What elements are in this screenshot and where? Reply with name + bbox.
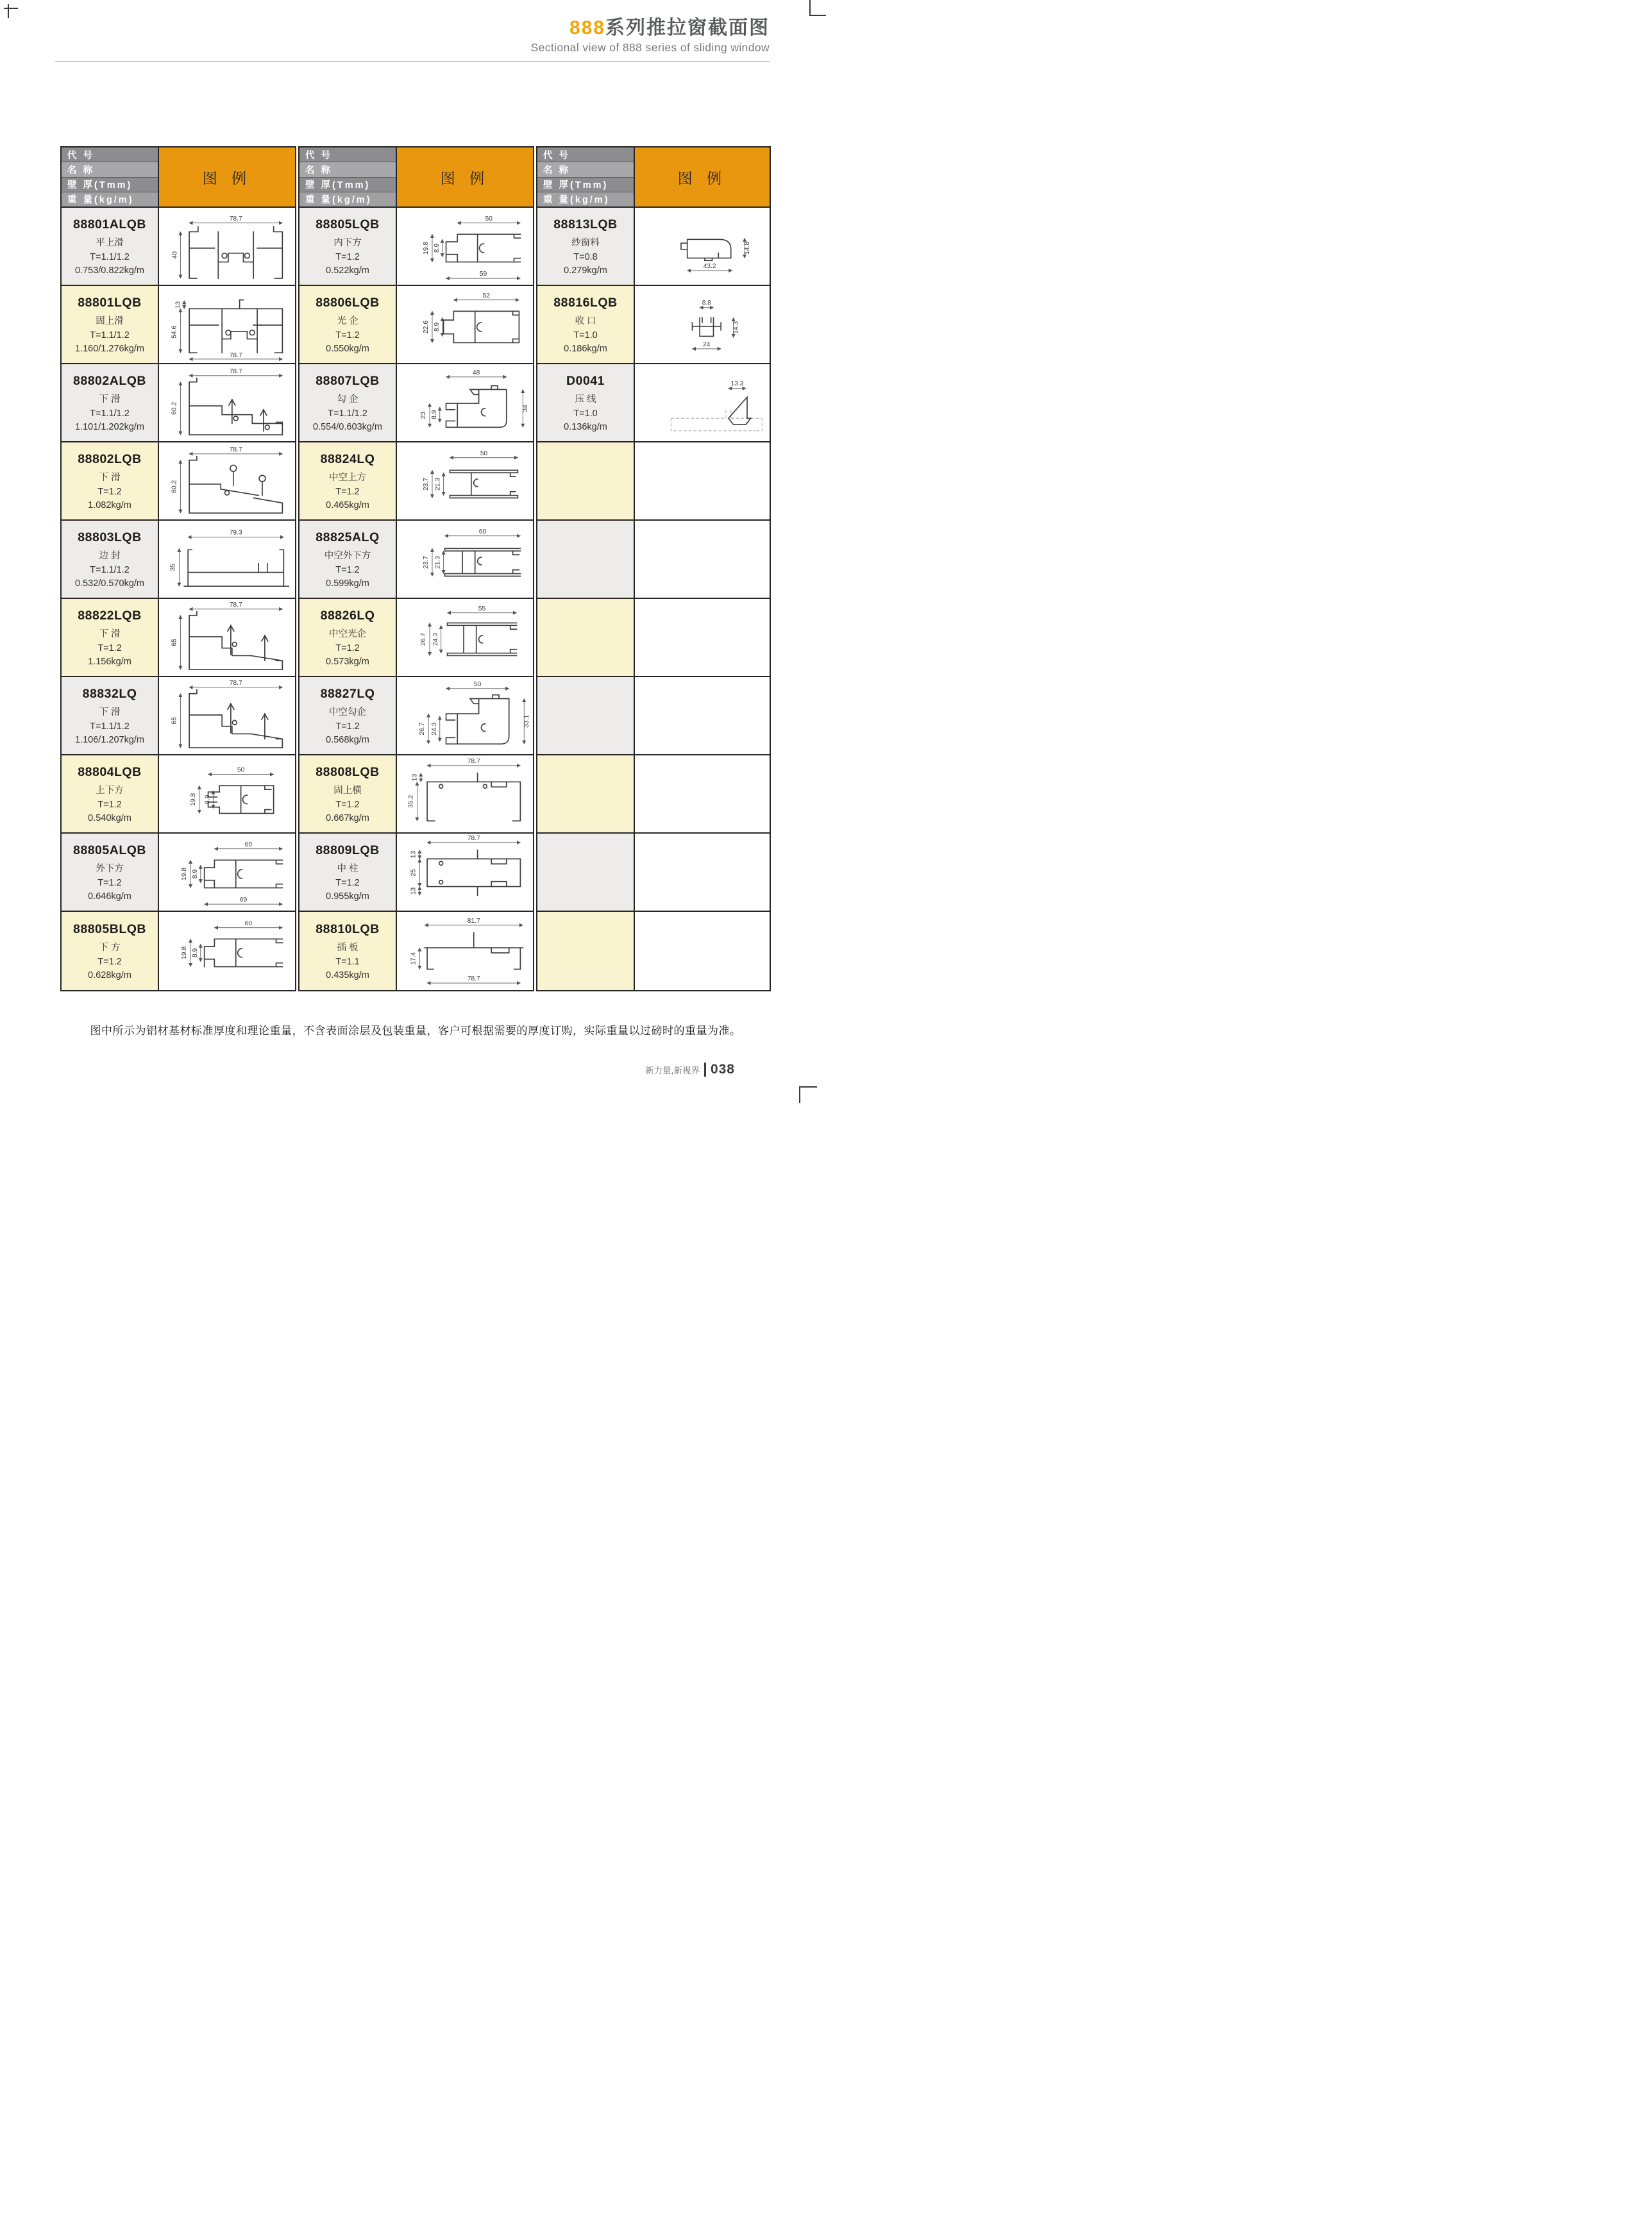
svg-text:25: 25	[410, 869, 417, 877]
svg-text:78.7: 78.7	[229, 367, 242, 375]
profile-info: 88809LQB 中 柱 T=1.2 0.955kg/m	[299, 834, 397, 911]
section-drawing	[635, 208, 770, 285]
svg-text:8.9: 8.9	[430, 410, 438, 419]
svg-text:8.9: 8.9	[204, 795, 212, 804]
section-drawing	[159, 834, 295, 911]
svg-text:8.9: 8.9	[433, 322, 441, 332]
section-drawing	[635, 286, 770, 363]
table-row	[62, 599, 295, 677]
section-drawing	[159, 521, 295, 598]
svg-text:33.1: 33.1	[523, 714, 531, 728]
section-drawing	[635, 364, 770, 441]
svg-text:78.7: 78.7	[229, 352, 242, 360]
profile-figure-empty	[635, 912, 770, 990]
section-drawing	[159, 755, 295, 832]
profile-figure-empty	[635, 521, 770, 598]
profile-info-empty	[537, 755, 635, 832]
page-footer	[645, 1062, 735, 1077]
title-series-number: 888	[569, 17, 605, 38]
profile-figure	[635, 286, 770, 363]
header-legend: 图 例	[397, 147, 533, 206]
profile-figure-empty	[635, 834, 770, 911]
section-drawing	[397, 834, 533, 911]
profile-figure	[397, 521, 533, 598]
section-drawing	[397, 364, 533, 441]
table-header	[299, 147, 533, 208]
profile-info: 88807LQB 勾 企 T=1.1/1.2 0.554/0.603kg/m	[299, 364, 397, 441]
profile-figure	[159, 834, 295, 911]
crop-mark-top-left-v	[8, 4, 9, 18]
svg-text:13.3: 13.3	[730, 380, 744, 387]
svg-text:50: 50	[473, 680, 482, 688]
table-row	[537, 521, 770, 599]
profile-table-column-1	[60, 146, 296, 991]
section-drawing	[159, 599, 295, 676]
profile-figure	[159, 208, 295, 285]
catalog-page	[0, 0, 826, 1110]
profile-info: 88806LQB 光 企 T=1.2 0.550kg/m	[299, 286, 397, 363]
svg-text:35: 35	[169, 564, 177, 571]
section-drawing	[397, 677, 533, 754]
svg-text:60: 60	[244, 841, 253, 848]
section-drawing	[397, 442, 533, 519]
svg-text:78.7: 78.7	[467, 757, 480, 765]
header-thickness: 壁 厚(Tmm)	[62, 177, 158, 192]
table-row	[62, 521, 295, 599]
profile-table-column-3	[536, 146, 771, 991]
section-drawing	[159, 442, 295, 519]
svg-text:21.3: 21.3	[434, 555, 442, 569]
svg-text:19.8: 19.8	[189, 793, 197, 806]
svg-text:78.7: 78.7	[467, 834, 480, 842]
profile-figure	[159, 912, 295, 990]
svg-text:60.2: 60.2	[171, 401, 178, 415]
profile-figure	[397, 286, 533, 363]
svg-text:8.9: 8.9	[433, 243, 441, 253]
profile-info: 88808LQB 固上横 T=1.2 0.667kg/m	[299, 755, 397, 832]
table-row	[299, 912, 533, 990]
svg-text:23.7: 23.7	[423, 477, 430, 491]
profile-info: 88801ALQB 平上滑 T=1.1/1.2 0.753/0.822kg/m	[62, 208, 159, 285]
table-row	[299, 599, 533, 677]
svg-text:24.3: 24.3	[432, 632, 439, 646]
table-header-labels	[299, 147, 397, 206]
table-row	[537, 286, 770, 364]
svg-text:78.7: 78.7	[229, 601, 242, 609]
header-name: 名 称	[537, 162, 634, 176]
header-thickness: 壁 厚(Tmm)	[537, 177, 634, 192]
section-drawing	[397, 912, 533, 990]
title-main-text: 系列推拉窗截面图	[605, 17, 770, 38]
svg-text:34: 34	[522, 405, 530, 412]
crop-mark-top-left	[4, 8, 18, 9]
svg-text:13: 13	[410, 850, 417, 859]
svg-text:79.3: 79.3	[229, 529, 242, 537]
svg-text:8.9: 8.9	[191, 948, 199, 958]
profile-figure	[397, 208, 533, 285]
profile-figure	[159, 599, 295, 676]
table-row	[537, 834, 770, 912]
profile-info: 88827LQ 中空勾企 T=1.2 0.568kg/m	[299, 677, 397, 754]
section-drawing	[159, 912, 295, 990]
profile-info-empty	[537, 834, 635, 911]
table-row	[62, 442, 295, 521]
page-number: 038	[710, 1062, 735, 1077]
section-drawing	[159, 286, 295, 363]
svg-text:69: 69	[239, 896, 248, 904]
profile-info-empty	[537, 442, 635, 519]
page-title	[55, 17, 770, 40]
svg-text:78.7: 78.7	[229, 446, 242, 453]
header-legend: 图 例	[635, 147, 770, 206]
svg-text:50: 50	[237, 766, 245, 774]
header-weight: 重 量(kg/m)	[62, 192, 158, 206]
svg-text:24.3: 24.3	[430, 722, 438, 736]
table-row	[537, 677, 770, 755]
svg-text:43.2: 43.2	[703, 263, 716, 271]
section-drawing	[397, 521, 533, 598]
profile-info: 88810LQB 插 板 T=1.1 0.435kg/m	[299, 912, 397, 990]
svg-text:24: 24	[703, 341, 711, 349]
svg-text:40: 40	[171, 251, 179, 259]
svg-text:65: 65	[171, 639, 178, 646]
svg-text:60.2: 60.2	[171, 480, 178, 493]
table-row	[537, 599, 770, 677]
header-name: 名 称	[62, 162, 158, 176]
svg-text:14.8: 14.8	[743, 242, 751, 255]
svg-text:35.2: 35.2	[407, 795, 415, 808]
table-row	[299, 677, 533, 755]
table-row	[62, 364, 295, 442]
svg-text:50: 50	[485, 215, 493, 223]
section-drawing	[397, 208, 533, 285]
table-header	[537, 147, 770, 208]
table-header-labels	[537, 147, 635, 206]
section-drawing	[397, 599, 533, 676]
svg-text:60: 60	[478, 528, 487, 535]
table-row	[537, 364, 770, 442]
table-row	[62, 677, 295, 755]
profile-figure-empty	[635, 599, 770, 676]
profile-info: 88805LQB 内下方 T=1.2 0.522kg/m	[299, 208, 397, 285]
header-weight: 重 量(kg/m)	[299, 192, 396, 206]
profile-info: 88816LQB 收 口 T=1.0 0.186kg/m	[537, 286, 635, 363]
svg-text:60: 60	[244, 920, 253, 927]
profile-info: 88824LQ 中空上方 T=1.2 0.465kg/m	[299, 442, 397, 519]
svg-text:59: 59	[479, 271, 487, 278]
profile-figure	[397, 755, 533, 832]
profile-figure-empty	[635, 677, 770, 754]
svg-text:8.8: 8.8	[702, 299, 711, 307]
table-row	[62, 912, 295, 990]
svg-text:81.7: 81.7	[467, 917, 480, 925]
svg-text:19.8: 19.8	[181, 867, 189, 880]
page-subtitle: Sectional view of 888 series of sliding window	[530, 41, 770, 54]
svg-text:13: 13	[174, 301, 182, 309]
profile-figure	[397, 442, 533, 519]
profile-info: 88826LQ 中空光企 T=1.2 0.573kg/m	[299, 599, 397, 676]
header-code: 代 号	[299, 147, 396, 162]
profile-figure	[635, 208, 770, 285]
table-row	[537, 755, 770, 834]
profile-figure	[159, 364, 295, 441]
profile-info: D0041 压 线 T=1.0 0.136kg/m	[537, 364, 635, 441]
svg-text:19.8: 19.8	[423, 241, 430, 255]
svg-text:21.3: 21.3	[434, 477, 442, 491]
profile-info-empty	[537, 599, 635, 676]
profile-figure	[159, 755, 295, 832]
profile-info: 88832LQ 下 滑 T=1.1/1.2 1.106/1.207kg/m	[62, 677, 159, 754]
table-row	[299, 521, 533, 599]
svg-text:48: 48	[472, 369, 480, 376]
table-header	[62, 147, 295, 208]
header-weight: 重 量(kg/m)	[537, 192, 634, 206]
svg-text:8.9: 8.9	[191, 869, 199, 879]
profile-figure	[159, 442, 295, 519]
table-row	[299, 286, 533, 364]
svg-text:54.6: 54.6	[171, 325, 178, 339]
profile-info: 88804LQB 上下方 T=1.2 0.540kg/m	[62, 755, 159, 832]
profile-info: 88805ALQB 外下方 T=1.2 0.646kg/m	[62, 834, 159, 911]
svg-text:65: 65	[171, 717, 178, 725]
crop-mark-top-right-v	[809, 0, 811, 15]
table-row	[299, 208, 533, 286]
profile-info: 88801LQB 固上滑 T=1.1/1.2 1.160/1.276kg/m	[62, 286, 159, 363]
header-code: 代 号	[62, 147, 158, 162]
footer-brand: 新力量,新视界	[645, 1066, 700, 1075]
section-drawing	[159, 208, 295, 285]
profile-figure	[159, 677, 295, 754]
profile-info: 88805BLQB 下 方 T=1.2 0.628kg/m	[62, 912, 159, 990]
profile-info: 88802LQB 下 滑 T=1.2 1.082kg/m	[62, 442, 159, 519]
profile-figure	[397, 912, 533, 990]
table-row	[299, 442, 533, 521]
table-header-labels	[62, 147, 159, 206]
table-row	[62, 834, 295, 912]
svg-text:50: 50	[480, 450, 488, 457]
profile-figure	[397, 834, 533, 911]
table-row	[62, 755, 295, 834]
header-thickness: 壁 厚(Tmm)	[299, 177, 396, 192]
svg-text:26.7: 26.7	[420, 632, 428, 646]
svg-text:22.6: 22.6	[423, 320, 430, 333]
table-row	[299, 755, 533, 834]
svg-text:78.7: 78.7	[467, 975, 480, 983]
profile-info: 88822LQB 下 滑 T=1.2 1.156kg/m	[62, 599, 159, 676]
header-name: 名 称	[299, 162, 396, 176]
svg-text:14.3: 14.3	[732, 321, 740, 334]
profile-info: 88813LQB 纱窗料 T=0.8 0.279kg/m	[537, 208, 635, 285]
profile-figure	[397, 677, 533, 754]
profile-info-empty	[537, 912, 635, 990]
header-divider	[55, 61, 770, 62]
svg-text:23.7: 23.7	[423, 555, 430, 569]
profile-figure	[159, 521, 295, 598]
profile-figure-empty	[635, 442, 770, 519]
profile-info-empty	[537, 521, 635, 598]
svg-text:13: 13	[411, 773, 419, 782]
table-row	[299, 364, 533, 442]
profile-figure	[635, 364, 770, 441]
profile-figure	[397, 599, 533, 676]
section-drawing	[397, 755, 533, 832]
profile-figure	[159, 286, 295, 363]
section-drawing	[397, 286, 533, 363]
svg-text:78.7: 78.7	[229, 679, 242, 687]
svg-text:17.4: 17.4	[410, 952, 417, 965]
svg-text:19.8: 19.8	[181, 946, 189, 959]
header-code: 代 号	[537, 147, 634, 162]
crop-mark-bottom-right-v	[799, 1086, 800, 1103]
crop-mark-bottom-right	[799, 1086, 817, 1088]
table-row	[537, 442, 770, 521]
page-header	[55, 17, 770, 62]
svg-text:13: 13	[410, 887, 417, 895]
svg-text:26.7: 26.7	[419, 722, 426, 736]
header-legend: 图 例	[159, 147, 295, 206]
profile-info-empty	[537, 677, 635, 754]
table-row	[537, 208, 770, 286]
profile-figure-empty	[635, 755, 770, 832]
footer-divider-bar	[704, 1063, 706, 1077]
footer-note: 图中所示为铝材基材标准厚度和理论重量，不含表面涂层及包装重量，客户可根据需要的厚度订购，实际重量以过磅时的重量为准。	[90, 1025, 741, 1037]
section-drawing	[159, 364, 295, 441]
svg-text:55: 55	[478, 605, 486, 612]
svg-text:78.7: 78.7	[229, 215, 242, 223]
section-drawing	[159, 677, 295, 754]
crop-mark-top-right	[809, 15, 826, 16]
profile-table-column-2	[298, 146, 534, 991]
table-row	[537, 912, 770, 990]
table-row	[62, 286, 295, 364]
table-row	[299, 834, 533, 912]
svg-text:52: 52	[482, 292, 491, 299]
profile-figure	[397, 364, 533, 441]
profile-info: 88802ALQB 下 滑 T=1.1/1.2 1.101/1.202kg/m	[62, 364, 159, 441]
profile-info: 88825ALQ 中空外下方 T=1.2 0.599kg/m	[299, 521, 397, 598]
svg-text:23: 23	[420, 411, 428, 419]
profile-info: 88803LQB 边 封 T=1.1/1.2 0.532/0.570kg/m	[62, 521, 159, 598]
table-row	[62, 208, 295, 286]
